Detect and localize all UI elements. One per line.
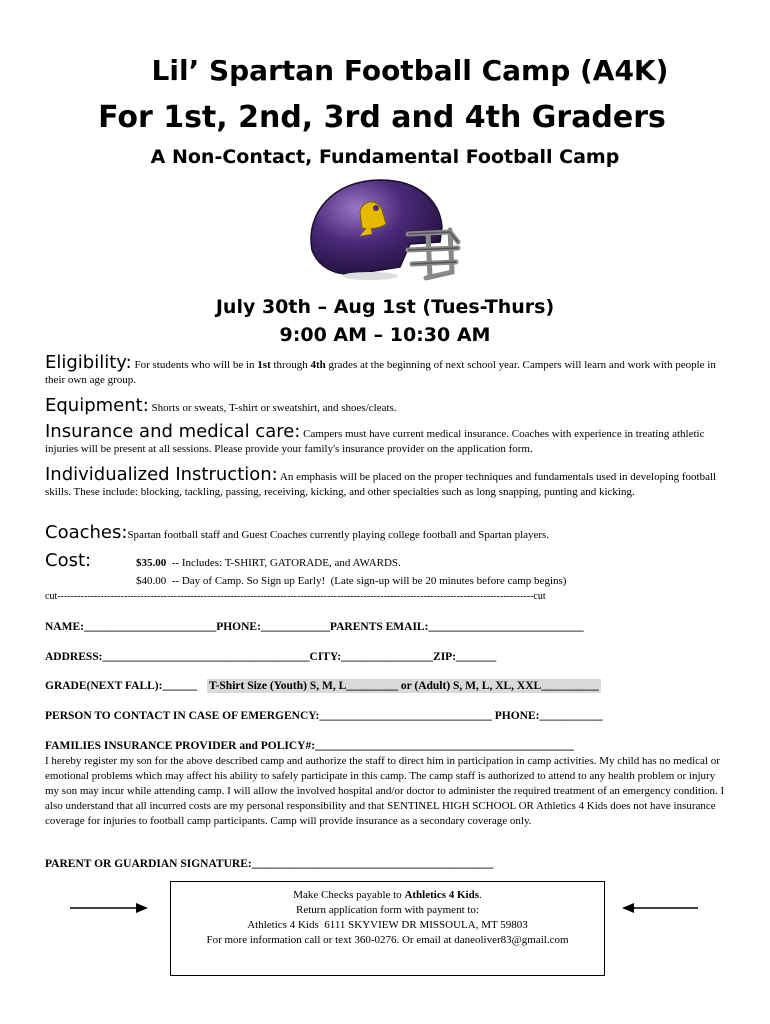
emergency-contact-field[interactable]: PERSON TO CONTACT IN CASE OF EMERGENCY:______________________________ PHONE:___________: [45, 710, 603, 722]
tshirt-size-field[interactable]: T-Shirt Size (Youth) S, M, L_________ or (Adult) S, M, L, XL, XXL__________: [208, 680, 599, 692]
camp-times: 9:00 AM – 10:30 AM: [279, 324, 491, 346]
insurance-section: [45, 421, 725, 457]
contact-info: For more information call or text 360-0276. Or email at daneoliver83@gmail.com: [206, 934, 569, 946]
grades-heading: For 1st, 2nd, 3rd and 4th Graders: [98, 100, 666, 135]
eligibility-text-a: For students who will be in: [134, 359, 258, 371]
left-arrow-icon: [620, 901, 700, 915]
eligibility-text-b: through: [270, 359, 311, 371]
grade-tshirt-row: [45, 680, 601, 692]
address-city-zip-field[interactable]: ADDRESS:____________________________________CITY:________________ZIP:_______: [45, 651, 497, 663]
name-phone-email-field[interactable]: NAME:_______________________PHONE:____________PARENTS EMAIL:___________________________: [45, 621, 584, 633]
football-helmet-image: [300, 172, 465, 287]
cost-line-1: [136, 557, 401, 569]
payment-line-2: Return application form with payment to:: [296, 904, 479, 916]
coaches-label: Coaches:: [45, 522, 128, 543]
equipment-section: [45, 395, 725, 416]
instruction-section: [45, 464, 725, 500]
eligibility-text-c: grades at the beginning of next school year. Campers will learn and work with people in their own age group.: [45, 359, 716, 386]
payable-text: Make Checks payable to: [293, 889, 405, 901]
payment-line-1: [171, 888, 604, 903]
payable-period: .: [479, 889, 482, 901]
cost-line-1-text: -- Includes: T-SHIRT, GATORADE, and AWARDS.: [166, 557, 401, 569]
camp-title: Lil’ Spartan Football Camp (A4K): [151, 54, 669, 87]
waiver-text: I hereby register my son for the above described camp and authorize the staff to direct him in participation in camp activities. My child has no medical or emotional problems which may affect his ability to safely participate in this camp. The camp staff is authorized to attend to any health problem or injury my son may incur while attending camp. I will allow the involved hospital and/or doctor to administer the required treatment of an emergency condition. I also understand that all incurred costs are my personal responsibility and that SENTINEL HIGH SCHOOL OR Athletics 4 Kids does not have insurance coverage for injuries to football camp participants. Camp will provide insurance as a secondary coverage only.: [45, 755, 725, 827]
insurance-text: Campers must have current medical insurance. Coaches with experience in treating athletic injuries will be present at all sessions. Please provide your family's insurance provider on the application form.: [45, 428, 705, 455]
camp-dates: July 30th – Aug 1st (Tues-Thurs): [215, 296, 555, 318]
insurance-provider-field[interactable]: FAMILIES INSURANCE PROVIDER and POLICY#:_____________________________________________: [45, 740, 574, 752]
equipment-label: Equipment:: [45, 395, 149, 416]
coaches-section: [45, 522, 725, 543]
insurance-label: Insurance and medical care:: [45, 421, 301, 442]
right-arrow-icon: [70, 901, 150, 915]
eligibility-bold-b: 4th: [310, 359, 326, 371]
coaches-text: Spartan football staff and Guest Coaches currently playing college football and Spartan players.: [127, 529, 550, 541]
eligibility-section: [45, 352, 725, 388]
payment-info-box: [170, 881, 605, 976]
cost-line-2: $40.00 -- Day of Camp. So Sign up Early! (Late sign-up will be 20 minutes before camp begins): [136, 575, 567, 587]
camp-subtitle: A Non-Contact, Fundamental Football Camp: [150, 146, 620, 168]
eligibility-label: Eligibility:: [45, 352, 132, 373]
grade-field[interactable]: GRADE(NEXT FALL):______: [45, 680, 197, 692]
eligibility-bold-a: 1st: [257, 359, 271, 371]
equipment-text: Shorts or sweats, T-shirt or sweatshirt, and shoes/cleats.: [151, 402, 397, 414]
cut-line: cut-----------------------------------------------------------------------------------------------------------------------------------------------cut: [45, 591, 546, 602]
cost-label: Cost:: [45, 550, 92, 571]
instruction-label: Individualized Instruction:: [45, 464, 278, 485]
payable-org: Athletics 4 Kids: [404, 889, 479, 901]
signature-field[interactable]: PARENT OR GUARDIAN SIGNATURE:__________________________________________: [45, 858, 494, 870]
instruction-text: An emphasis will be placed on the proper techniques and fundamentals used in developing football skills. These include: blocking, tackling, passing, receiving, kicking, and other specialties such as long snapping, punting and kicking.: [45, 471, 717, 498]
payment-address: Athletics 4 Kids 6111 SKYVIEW DR MISSOULA, MT 59803: [247, 919, 528, 931]
cost-price-1: $35.00: [136, 557, 167, 569]
